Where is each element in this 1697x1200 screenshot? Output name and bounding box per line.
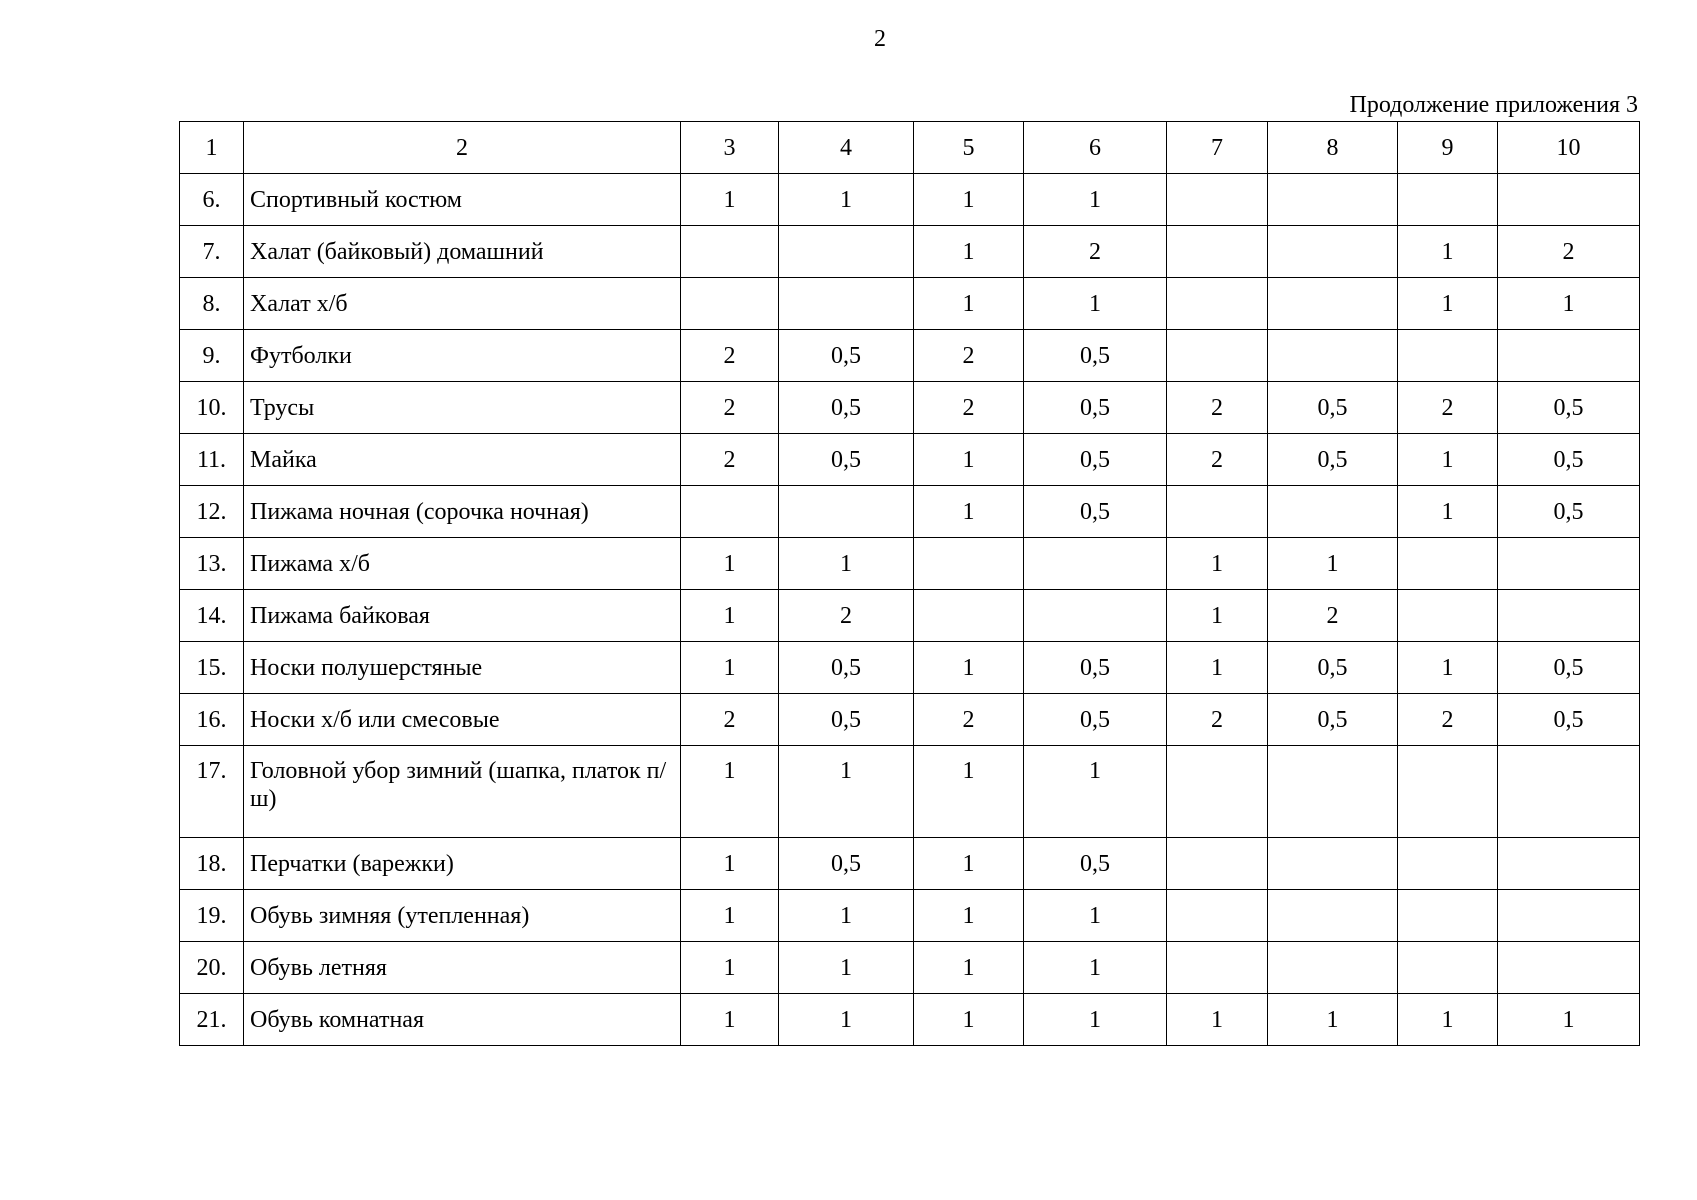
value-cell bbox=[1398, 942, 1498, 994]
row-number-cell: 9. bbox=[180, 330, 244, 382]
value-cell bbox=[1268, 486, 1398, 538]
value-cell bbox=[681, 486, 779, 538]
table-row bbox=[180, 994, 1640, 1046]
value-cell: 1 bbox=[1024, 890, 1167, 942]
value-cell bbox=[1167, 838, 1268, 890]
item-name-cell: Обувь летняя bbox=[244, 942, 681, 994]
value-cell bbox=[681, 278, 779, 330]
value-cell: 2 bbox=[1398, 694, 1498, 746]
row-number-cell: 20. bbox=[180, 942, 244, 994]
row-number-cell: 10. bbox=[180, 382, 244, 434]
value-cell: 2 bbox=[681, 434, 779, 486]
table-row bbox=[180, 746, 1640, 838]
value-cell bbox=[1167, 890, 1268, 942]
value-cell bbox=[1498, 942, 1640, 994]
value-cell: 1 bbox=[1398, 486, 1498, 538]
value-cell bbox=[1398, 746, 1498, 838]
value-cell: 0,5 bbox=[779, 434, 914, 486]
value-cell: 1 bbox=[681, 642, 779, 694]
value-cell: 1 bbox=[1398, 434, 1498, 486]
value-cell: 1 bbox=[914, 278, 1024, 330]
value-cell bbox=[1024, 538, 1167, 590]
table-row bbox=[180, 838, 1640, 890]
value-cell: 2 bbox=[1398, 382, 1498, 434]
value-cell bbox=[1024, 590, 1167, 642]
value-cell bbox=[1268, 942, 1398, 994]
value-cell bbox=[1398, 174, 1498, 226]
value-cell: 0,5 bbox=[1024, 838, 1167, 890]
value-cell: 1 bbox=[779, 994, 914, 1046]
value-cell: 0,5 bbox=[779, 642, 914, 694]
header-cell: 7 bbox=[1167, 122, 1268, 174]
value-cell bbox=[779, 486, 914, 538]
item-name-cell: Спортивный костюм bbox=[244, 174, 681, 226]
value-cell: 0,5 bbox=[1024, 694, 1167, 746]
item-name-cell: Халат (байковый) домашний bbox=[244, 226, 681, 278]
value-cell: 1 bbox=[1024, 278, 1167, 330]
item-name-cell: Халат х/б bbox=[244, 278, 681, 330]
value-cell: 1 bbox=[914, 642, 1024, 694]
value-cell: 0,5 bbox=[1498, 434, 1640, 486]
value-cell: 1 bbox=[1498, 994, 1640, 1046]
value-cell: 1 bbox=[1268, 994, 1398, 1046]
clothing-norms-table bbox=[179, 121, 1640, 1046]
value-cell: 1 bbox=[1167, 994, 1268, 1046]
value-cell bbox=[1398, 890, 1498, 942]
header-cell: 3 bbox=[681, 122, 779, 174]
value-cell bbox=[1268, 174, 1398, 226]
value-cell bbox=[1498, 538, 1640, 590]
value-cell: 2 bbox=[1268, 590, 1398, 642]
value-cell: 1 bbox=[1398, 642, 1498, 694]
value-cell: 0,5 bbox=[779, 330, 914, 382]
value-cell bbox=[1498, 590, 1640, 642]
value-cell: 0,5 bbox=[1268, 434, 1398, 486]
item-name-cell: Перчатки (варежки) bbox=[244, 838, 681, 890]
value-cell: 0,5 bbox=[1498, 694, 1640, 746]
value-cell bbox=[1167, 330, 1268, 382]
value-cell: 0,5 bbox=[1024, 642, 1167, 694]
value-cell: 1 bbox=[1498, 278, 1640, 330]
continuation-label: Продолжение приложения 3 bbox=[1349, 92, 1638, 118]
header-cell: 2 bbox=[244, 122, 681, 174]
value-cell: 0,5 bbox=[1268, 382, 1398, 434]
row-number-cell: 8. bbox=[180, 278, 244, 330]
table-row bbox=[180, 486, 1640, 538]
row-number-cell: 19. bbox=[180, 890, 244, 942]
item-name-cell: Пижама байковая bbox=[244, 590, 681, 642]
value-cell bbox=[1167, 226, 1268, 278]
row-number-cell: 21. bbox=[180, 994, 244, 1046]
row-number-cell: 17. bbox=[180, 746, 244, 838]
value-cell: 2 bbox=[681, 330, 779, 382]
value-cell: 0,5 bbox=[1498, 486, 1640, 538]
value-cell bbox=[681, 226, 779, 278]
item-name-cell: Обувь зимняя (утепленная) bbox=[244, 890, 681, 942]
value-cell bbox=[1398, 590, 1498, 642]
value-cell: 1 bbox=[681, 174, 779, 226]
item-name-cell: Носки х/б или смесовые bbox=[244, 694, 681, 746]
page-number: 2 bbox=[874, 26, 886, 52]
value-cell bbox=[1398, 838, 1498, 890]
value-cell: 1 bbox=[914, 994, 1024, 1046]
header-cell: 4 bbox=[779, 122, 914, 174]
table-row bbox=[180, 382, 1640, 434]
table-row bbox=[180, 330, 1640, 382]
row-number-cell: 11. bbox=[180, 434, 244, 486]
row-number-cell: 18. bbox=[180, 838, 244, 890]
value-cell: 1 bbox=[914, 746, 1024, 838]
value-cell bbox=[1398, 538, 1498, 590]
header-cell: 9 bbox=[1398, 122, 1498, 174]
value-cell: 1 bbox=[1024, 174, 1167, 226]
value-cell: 0,5 bbox=[779, 382, 914, 434]
value-cell: 1 bbox=[681, 746, 779, 838]
table-row bbox=[180, 278, 1640, 330]
value-cell: 1 bbox=[681, 994, 779, 1046]
value-cell: 1 bbox=[779, 890, 914, 942]
value-cell: 2 bbox=[1024, 226, 1167, 278]
value-cell bbox=[1498, 838, 1640, 890]
value-cell bbox=[1498, 330, 1640, 382]
value-cell: 1 bbox=[1167, 538, 1268, 590]
table-row bbox=[180, 694, 1640, 746]
value-cell: 0,5 bbox=[1268, 694, 1398, 746]
value-cell: 1 bbox=[914, 890, 1024, 942]
item-name-cell: Головной убор зимний (шапка, платок п/ш) bbox=[244, 746, 681, 838]
row-number-cell: 14. bbox=[180, 590, 244, 642]
value-cell bbox=[1167, 486, 1268, 538]
item-name-cell: Футболки bbox=[244, 330, 681, 382]
value-cell bbox=[914, 538, 1024, 590]
value-cell: 1 bbox=[1398, 278, 1498, 330]
value-cell: 2 bbox=[681, 694, 779, 746]
value-cell: 1 bbox=[681, 590, 779, 642]
row-number-cell: 7. bbox=[180, 226, 244, 278]
value-cell: 1 bbox=[914, 838, 1024, 890]
value-cell: 0,5 bbox=[1498, 642, 1640, 694]
value-cell: 1 bbox=[914, 486, 1024, 538]
table-body bbox=[180, 122, 1640, 1046]
value-cell bbox=[1498, 174, 1640, 226]
item-name-cell: Пижама х/б bbox=[244, 538, 681, 590]
value-cell: 1 bbox=[914, 942, 1024, 994]
value-cell bbox=[914, 590, 1024, 642]
table-row bbox=[180, 434, 1640, 486]
value-cell bbox=[1167, 746, 1268, 838]
table-row bbox=[180, 942, 1640, 994]
value-cell bbox=[1268, 746, 1398, 838]
value-cell bbox=[1167, 942, 1268, 994]
row-number-cell: 15. bbox=[180, 642, 244, 694]
value-cell bbox=[1268, 838, 1398, 890]
value-cell: 1 bbox=[1398, 994, 1498, 1046]
header-cell: 10 bbox=[1498, 122, 1640, 174]
value-cell bbox=[1268, 330, 1398, 382]
value-cell: 2 bbox=[681, 382, 779, 434]
table-row bbox=[180, 226, 1640, 278]
item-name-cell: Трусы bbox=[244, 382, 681, 434]
value-cell: 1 bbox=[1167, 642, 1268, 694]
value-cell: 2 bbox=[1167, 434, 1268, 486]
value-cell: 1 bbox=[914, 174, 1024, 226]
value-cell bbox=[1167, 174, 1268, 226]
value-cell: 1 bbox=[1024, 746, 1167, 838]
row-number-cell: 13. bbox=[180, 538, 244, 590]
value-cell bbox=[1498, 746, 1640, 838]
table-row bbox=[180, 590, 1640, 642]
value-cell bbox=[1268, 226, 1398, 278]
value-cell: 1 bbox=[1398, 226, 1498, 278]
value-cell: 2 bbox=[1167, 382, 1268, 434]
value-cell: 2 bbox=[1167, 694, 1268, 746]
value-cell: 1 bbox=[1024, 994, 1167, 1046]
value-cell: 1 bbox=[681, 538, 779, 590]
value-cell: 1 bbox=[1024, 942, 1167, 994]
item-name-cell: Пижама ночная (сорочка ночная) bbox=[244, 486, 681, 538]
table-row bbox=[180, 642, 1640, 694]
header-cell: 1 bbox=[180, 122, 244, 174]
value-cell: 1 bbox=[779, 746, 914, 838]
table-row bbox=[180, 174, 1640, 226]
value-cell: 1 bbox=[779, 538, 914, 590]
header-cell: 6 bbox=[1024, 122, 1167, 174]
value-cell: 2 bbox=[914, 694, 1024, 746]
value-cell: 0,5 bbox=[1498, 382, 1640, 434]
table-row bbox=[180, 538, 1640, 590]
value-cell: 1 bbox=[914, 434, 1024, 486]
row-number-cell: 12. bbox=[180, 486, 244, 538]
value-cell: 1 bbox=[779, 174, 914, 226]
value-cell: 0,5 bbox=[1024, 486, 1167, 538]
value-cell bbox=[1398, 330, 1498, 382]
value-cell: 0,5 bbox=[779, 838, 914, 890]
value-cell: 1 bbox=[681, 890, 779, 942]
value-cell: 0,5 bbox=[779, 694, 914, 746]
value-cell: 1 bbox=[914, 226, 1024, 278]
item-name-cell: Майка bbox=[244, 434, 681, 486]
value-cell: 2 bbox=[914, 330, 1024, 382]
value-cell bbox=[1268, 278, 1398, 330]
header-cell: 5 bbox=[914, 122, 1024, 174]
value-cell: 2 bbox=[779, 590, 914, 642]
header-row bbox=[180, 122, 1640, 174]
value-cell bbox=[779, 226, 914, 278]
value-cell bbox=[1167, 278, 1268, 330]
value-cell: 1 bbox=[1167, 590, 1268, 642]
value-cell: 1 bbox=[1268, 538, 1398, 590]
row-number-cell: 6. bbox=[180, 174, 244, 226]
value-cell: 2 bbox=[1498, 226, 1640, 278]
value-cell bbox=[779, 278, 914, 330]
table-row bbox=[180, 890, 1640, 942]
value-cell: 1 bbox=[681, 942, 779, 994]
value-cell: 0,5 bbox=[1024, 382, 1167, 434]
value-cell: 1 bbox=[681, 838, 779, 890]
value-cell: 0,5 bbox=[1268, 642, 1398, 694]
item-name-cell: Обувь комнатная bbox=[244, 994, 681, 1046]
row-number-cell: 16. bbox=[180, 694, 244, 746]
value-cell: 0,5 bbox=[1024, 434, 1167, 486]
value-cell: 2 bbox=[914, 382, 1024, 434]
value-cell: 1 bbox=[779, 942, 914, 994]
value-cell bbox=[1498, 890, 1640, 942]
item-name-cell: Носки полушерстяные bbox=[244, 642, 681, 694]
value-cell: 0,5 bbox=[1024, 330, 1167, 382]
header-cell: 8 bbox=[1268, 122, 1398, 174]
value-cell bbox=[1268, 890, 1398, 942]
